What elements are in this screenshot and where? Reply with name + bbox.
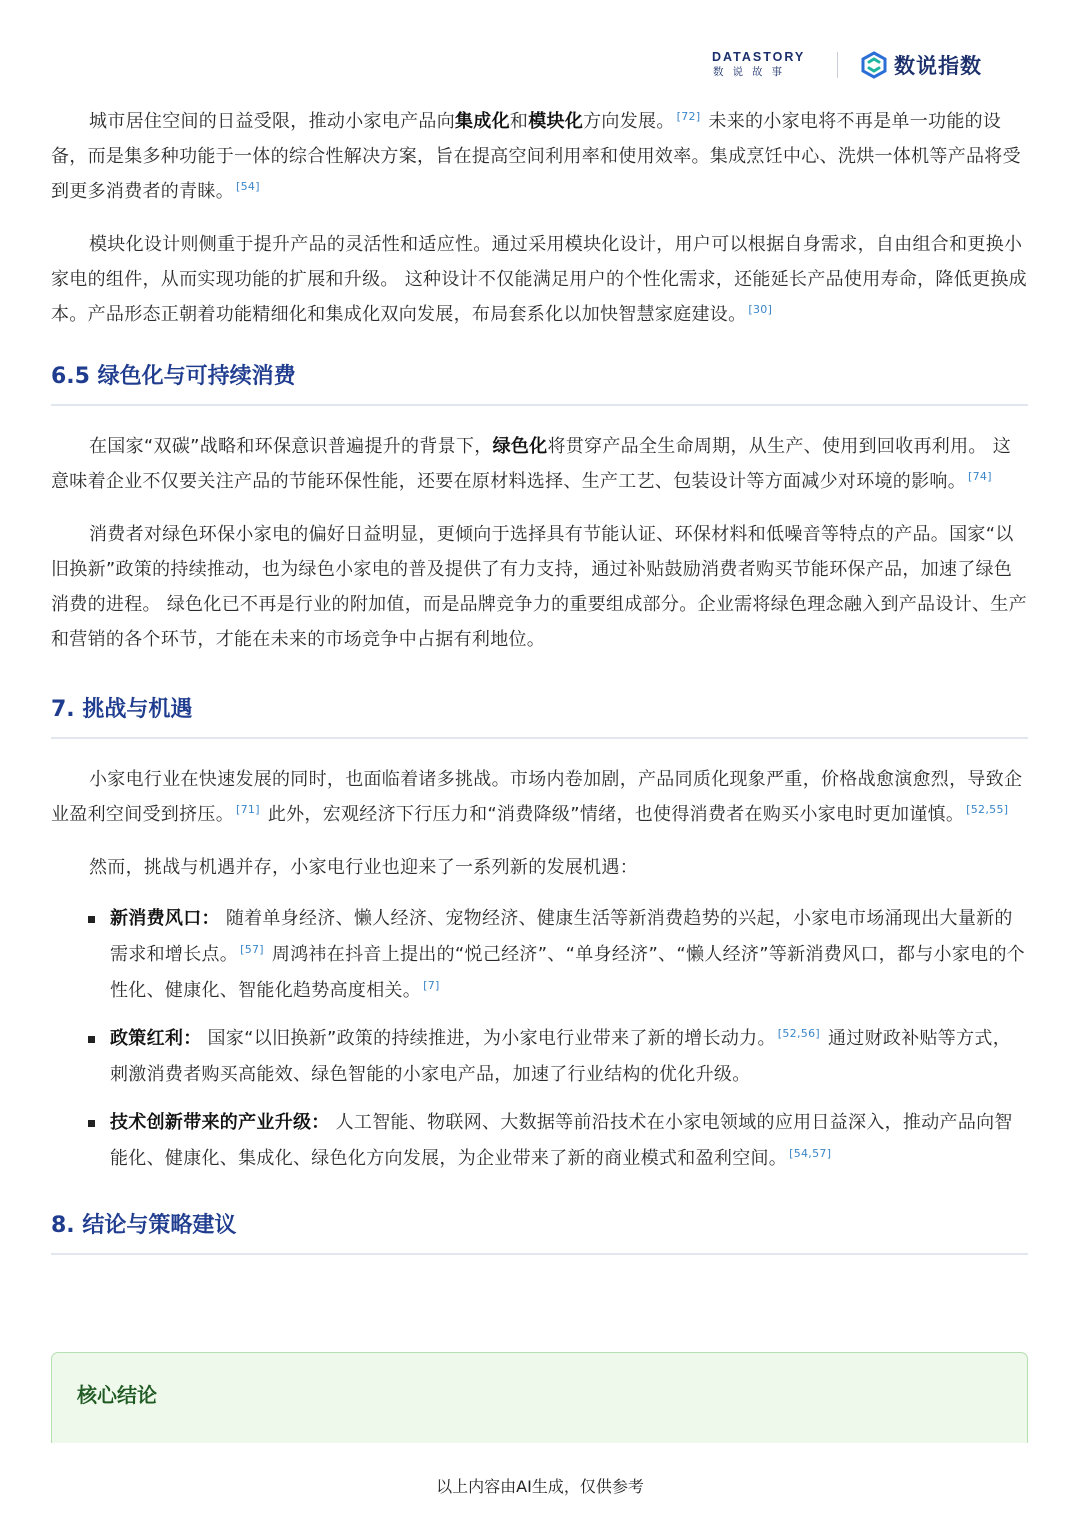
opportunity-list xyxy=(51,901,1028,1177)
text: 消费者对绿色环保小家电的偏好日益明显，更倾向于选择具有节能认证、环保材料和低噪音等特点的产品。国家“以旧换新”政策的持续推动，也为绿色小家电的普及提供了有力支持，通过补贴鼓励消费者购买节能环保产品，加速了绿色消费的进程。 绿色化已不再是行业的附加值，而是品牌竞争力的重要组成部分。企业需将绿色理念融入到产品设计、生产和营销的各个环节，才能在未来的市场竞争中占据有利地位。 xyxy=(51,524,1027,650)
text: 通过财政补贴等方式，刺激消费者购买高能效、绿色智能的小家电产品，加速了行业结构的优化升级。 xyxy=(110,1028,1011,1085)
text: 此外，宏观经济下行压力和“消费降级”情绪，也使得消费者在购买小家电时更加谨慎。 xyxy=(261,804,965,825)
datastory-logo-cn: 数说故事 xyxy=(713,66,791,78)
text: 周鸿祎在抖音上提出的“悦己经济”、“单身经济”、“懒人经济”等新消费风口，都与小家电的个性化、健康化、智能化趋势高度相关。 xyxy=(110,944,1026,1001)
text: 然而，挑战与机遇并存，小家电行业也迎来了一系列新的发展机遇： xyxy=(89,857,638,878)
bold-term: 集成化 xyxy=(455,111,510,132)
ai-disclaimer: 以上内容由AI生成，仅供参考 xyxy=(436,1477,644,1496)
list-item xyxy=(51,1021,1028,1093)
bullet-label: 新消费风口： xyxy=(110,908,220,929)
list-item xyxy=(51,1105,1028,1177)
paragraph xyxy=(51,517,1028,657)
bold-term: 模块化 xyxy=(528,111,584,132)
paragraph xyxy=(51,762,1028,832)
text: 人工智能、物联网、大数据等前沿技术在小家电领域的应用日益深入，推动产品向智能化、健康化、集成化、绿色化方向发展，为企业带来了新的商业模式和盈利空间。 xyxy=(110,1112,1013,1169)
citation-link[interactable]: [72] xyxy=(676,110,701,123)
card-title: 核心结论 xyxy=(77,1383,157,1407)
bullet-square-icon xyxy=(88,1120,95,1127)
bullet-label: 技术创新带来的产业升级： xyxy=(110,1112,330,1133)
citation-link[interactable]: [54] xyxy=(236,180,260,193)
section-heading-6-5: 6.5 绿色化与可持续消费 xyxy=(51,364,296,389)
datastory-logo-en: DATASTORY xyxy=(712,50,806,64)
bold-term: 绿色化 xyxy=(492,436,548,457)
list-item xyxy=(51,901,1028,1009)
paragraph xyxy=(51,104,1028,209)
datastory-logo xyxy=(712,50,820,80)
bullet-label: 政策红利： xyxy=(110,1028,202,1049)
section-heading-8: 8. 结论与策略建议 xyxy=(51,1213,237,1238)
text: 小家电行业在快速发展的同时，也面临着诸多挑战。市场内卷加剧，产品同质化现象严重，价格战愈演愈烈，导致企业盈利空间受到挤压。 xyxy=(51,769,1023,825)
brand-name: 数说指数 xyxy=(894,54,982,78)
document-body xyxy=(51,104,1028,1255)
paragraph xyxy=(51,227,1028,332)
citation-link[interactable]: [52,55] xyxy=(966,803,1009,816)
header-divider xyxy=(837,52,838,78)
section-heading-7: 7. 挑战与机遇 xyxy=(51,697,193,722)
text: 在国家“双碳”战略和环保意识普遍提升的背景下， xyxy=(89,436,493,457)
text: 方向发展。 xyxy=(583,111,675,132)
shushuo-index-logo xyxy=(860,50,982,80)
text: 城市居住空间的日益受限，推动小家电产品向 xyxy=(89,111,455,132)
text: 随着单身经济、懒人经济、宠物经济、健康生活等新消费趋势的兴起，小家电市场涌现出大量新的需求和增长点。 xyxy=(110,908,1013,965)
citation-link[interactable]: [30] xyxy=(748,303,773,316)
citation-link[interactable]: [54,57] xyxy=(789,1147,832,1160)
text: 未来的小家电将不再是单一功能的设备，而是集多种功能于一体的综合性解决方案，旨在提高空间利用率和使用效率。集成烹饪中心、洗烘一体机等产品将受到更多消费者的青睐。 xyxy=(51,111,1021,202)
text: 和 xyxy=(509,111,529,132)
shushuo-logo-icon xyxy=(860,51,888,79)
citation-link[interactable]: [52,56] xyxy=(777,1027,820,1040)
section-divider xyxy=(51,1253,1028,1255)
text: 国家“以旧换新”政策的持续推进，为小家电行业带来了新的增长动力。 xyxy=(201,1028,776,1049)
text: 模块化设计则侧重于提升产品的灵活性和适应性。通过采用模块化设计，用户可以根据自身需求，自由组合和更换小家电的组件，从而实现功能的扩展和升级。 这种设计不仅能满足用户的个性化需求，还能延长产品使用寿命，降低更换成本。产品形态正朝着功能精细化和集成化双向发展，布局套系化以加快智慧家庭建设。 xyxy=(51,234,1027,325)
citation-link[interactable]: [74] xyxy=(968,470,992,483)
citation-link[interactable]: [71] xyxy=(236,803,260,816)
core-conclusion-card xyxy=(51,1352,1028,1443)
citation-link[interactable]: [57] xyxy=(240,943,264,956)
paragraph xyxy=(51,429,1028,499)
text: 将贯穿产品全生命周期，从生产、使用到回收再利用。 这意味着企业不仅要关注产品的节能环保性能，还要在原材料选择、生产工艺、包装设计等方面减少对环境的影响。 xyxy=(51,436,1011,492)
citation-link[interactable]: [7] xyxy=(423,979,440,992)
paragraph xyxy=(51,850,1028,885)
bullet-square-icon xyxy=(88,1036,95,1043)
bullet-square-icon xyxy=(88,916,95,923)
